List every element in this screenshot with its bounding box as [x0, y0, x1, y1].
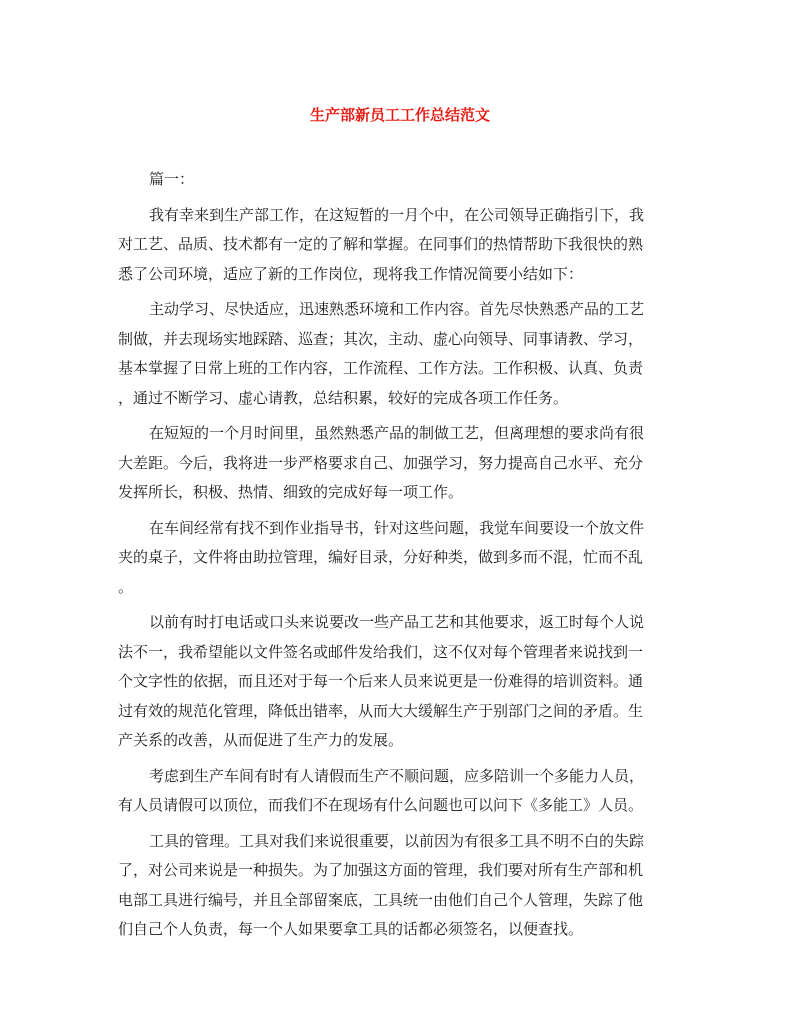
paragraph-line: 工具的管理。工具对我们来说很重要，以前因为有很多工具不明不白的失踪	[149, 831, 645, 850]
paragraph	[118, 201, 684, 290]
paragraph	[118, 608, 684, 756]
paragraph-line: 电部工具进行编号，并且全部留案底，工具统一由他们自己个人管理，失踪了他	[118, 890, 644, 909]
paragraph	[118, 165, 684, 195]
paragraph-line: 主动学习、尽快适应，迅速熟悉环境和工作内容。首先尽快熟悉产品的工艺	[149, 300, 645, 318]
paragraph-line: 制做，并去现场实地踩踏、巡查；其次，主动、虚心向领导、同事请教、学习，	[118, 329, 644, 348]
paragraph-line: 们自己个人负责，每一个人如果要拿工具的话都必须签名，以便查找。	[118, 920, 584, 938]
document-body	[118, 165, 684, 951]
paragraph-line: 个文字性的依据，而且还对于每一个后来人员来说更是一份难得的培训资料。通	[118, 672, 644, 690]
paragraph	[118, 295, 684, 413]
paragraph	[118, 419, 684, 508]
document-title: 生产部新员工工作总结范文	[309, 106, 490, 124]
paragraph-line: 。	[118, 577, 134, 596]
paragraph-line: ，通过不断学习、虚心请教，总结积累，较好的完成各项工作任务。	[118, 388, 569, 407]
paragraph-line: 夹的桌子，文件将由助拉管理，编好目录，分好种类，做到多而不混，忙而不乱	[118, 548, 644, 566]
paragraph-line: 了，对公司来说是一种损失。为了加强这方面的管理，我们要对所有生产部和机	[118, 861, 644, 879]
paragraph	[118, 514, 684, 603]
paragraph-line: 篇一：	[149, 170, 195, 188]
paragraph-line: 悉了公司环境，适应了新的工作岗位，现将我工作情况简要小结如下：	[118, 264, 584, 283]
paragraph-line: 过有效的规范化管理，降低出错率，从而大大缓解生产于别部门之间的矛盾。生	[118, 701, 644, 720]
paragraph-line: 基本掌握了日常上班的工作内容，工作流程、工作方法。工作积极、认真、负责	[118, 359, 644, 377]
paragraph-line: 有人员请假可以顶位，而我们不在现场有什么问题也可以问下《多能工》人员。	[118, 796, 644, 814]
paragraph-line: 发挥所长，积极、热情、细致的完成好每一项工作。	[118, 483, 464, 501]
paragraph-line: 在车间经常有找不到作业指导书，针对这些问题，我觉车间要设一个放文件	[149, 518, 645, 537]
paragraph-line: 在短短的一个月时间里，虽然熟悉产品的制做工艺，但离理想的要求尚有很	[149, 424, 645, 442]
paragraph	[118, 827, 684, 945]
paragraph-line: 我有幸来到生产部工作，在这短暂的一月个中，在公司领导正确指引下，我	[149, 205, 645, 224]
paragraph-line: 以前有时打电话或口头来说要改一些产品工艺和其他要求，返工时每个人说	[149, 613, 645, 631]
paragraph-line: 产关系的改善，从而促进了生产力的发展。	[118, 731, 404, 749]
paragraph-line: 法不一，我希望能以文件签名或邮件发给我们，这不仅对每个管理者来说找到一	[118, 642, 644, 661]
paragraph-line: 对工艺、品质、技术都有一定的了解和掌握。在同事们的热情帮助下我很快的熟	[118, 235, 644, 253]
paragraph-line: 大差距。今后，我将进一步严格要求自己、加强学习，努力提高自己水平、充分	[118, 453, 644, 472]
paragraph-line: 考虑到生产车间有时有人请假而生产不顺问题，应多陪训一个多能力人员，	[149, 766, 645, 785]
paragraph	[118, 762, 684, 821]
